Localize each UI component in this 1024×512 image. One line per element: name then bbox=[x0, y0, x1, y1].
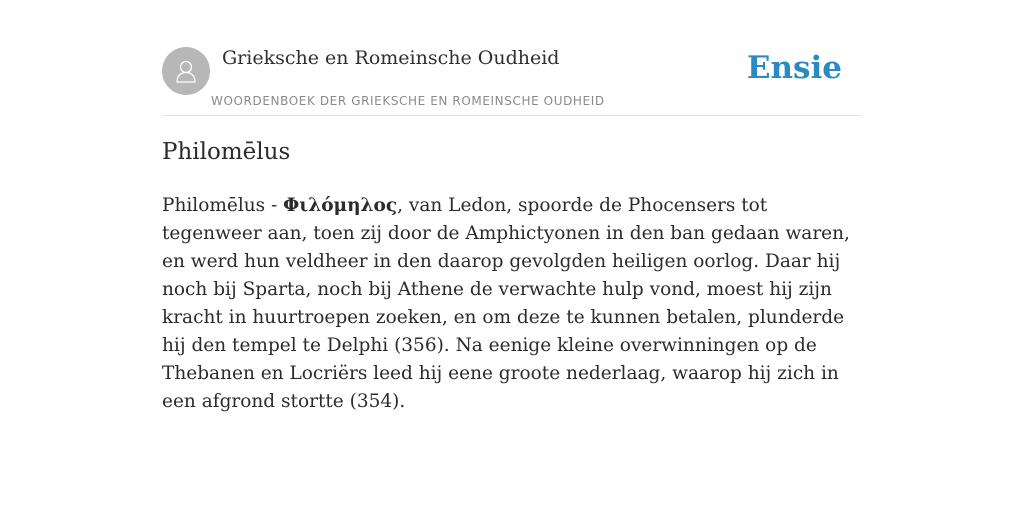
dictionary-subtitle: WOORDENBOEK DER GRIEKSCHE EN ROMEINSCHE OUDHEID bbox=[211, 94, 605, 108]
ensie-logo-link[interactable]: Ensie bbox=[746, 50, 842, 86]
entry-definition: , van Ledon, spoorde de Phocensers tot tegenweer aan, toen zij door de Amphictyonen in den ban gedaan waren, en werd hun veldheer in den daarop gevolgden heiligen oorlog. Daar hij noch bij Sparta, noch bij Athene de verwachte hulp vond, moest hij zijn kracht in huurtroepen zoeken, en om deze te kunnen betalen, plunderde hij den tempel te Delphi (356). Na eenige kleine overwinningen op de Thebanen en Locriërs leed hij eene groote nederlaag, waarop hij zich in een afgrond stortte (354). bbox=[162, 195, 850, 412]
entry-greek-term: Φιλόμηλος bbox=[283, 195, 398, 216]
entry-term: Philomēlus bbox=[162, 195, 266, 216]
entry-body bbox=[162, 192, 862, 416]
user-silhouette-icon bbox=[172, 57, 200, 85]
header-divider bbox=[162, 115, 862, 116]
entry-separator: - bbox=[265, 195, 284, 216]
entry-title: Philomēlus bbox=[162, 139, 291, 165]
avatar[interactable] bbox=[162, 47, 210, 95]
page-header bbox=[162, 44, 862, 116]
dictionary-title[interactable]: Grieksche en Romeinsche Oudheid bbox=[222, 47, 560, 69]
